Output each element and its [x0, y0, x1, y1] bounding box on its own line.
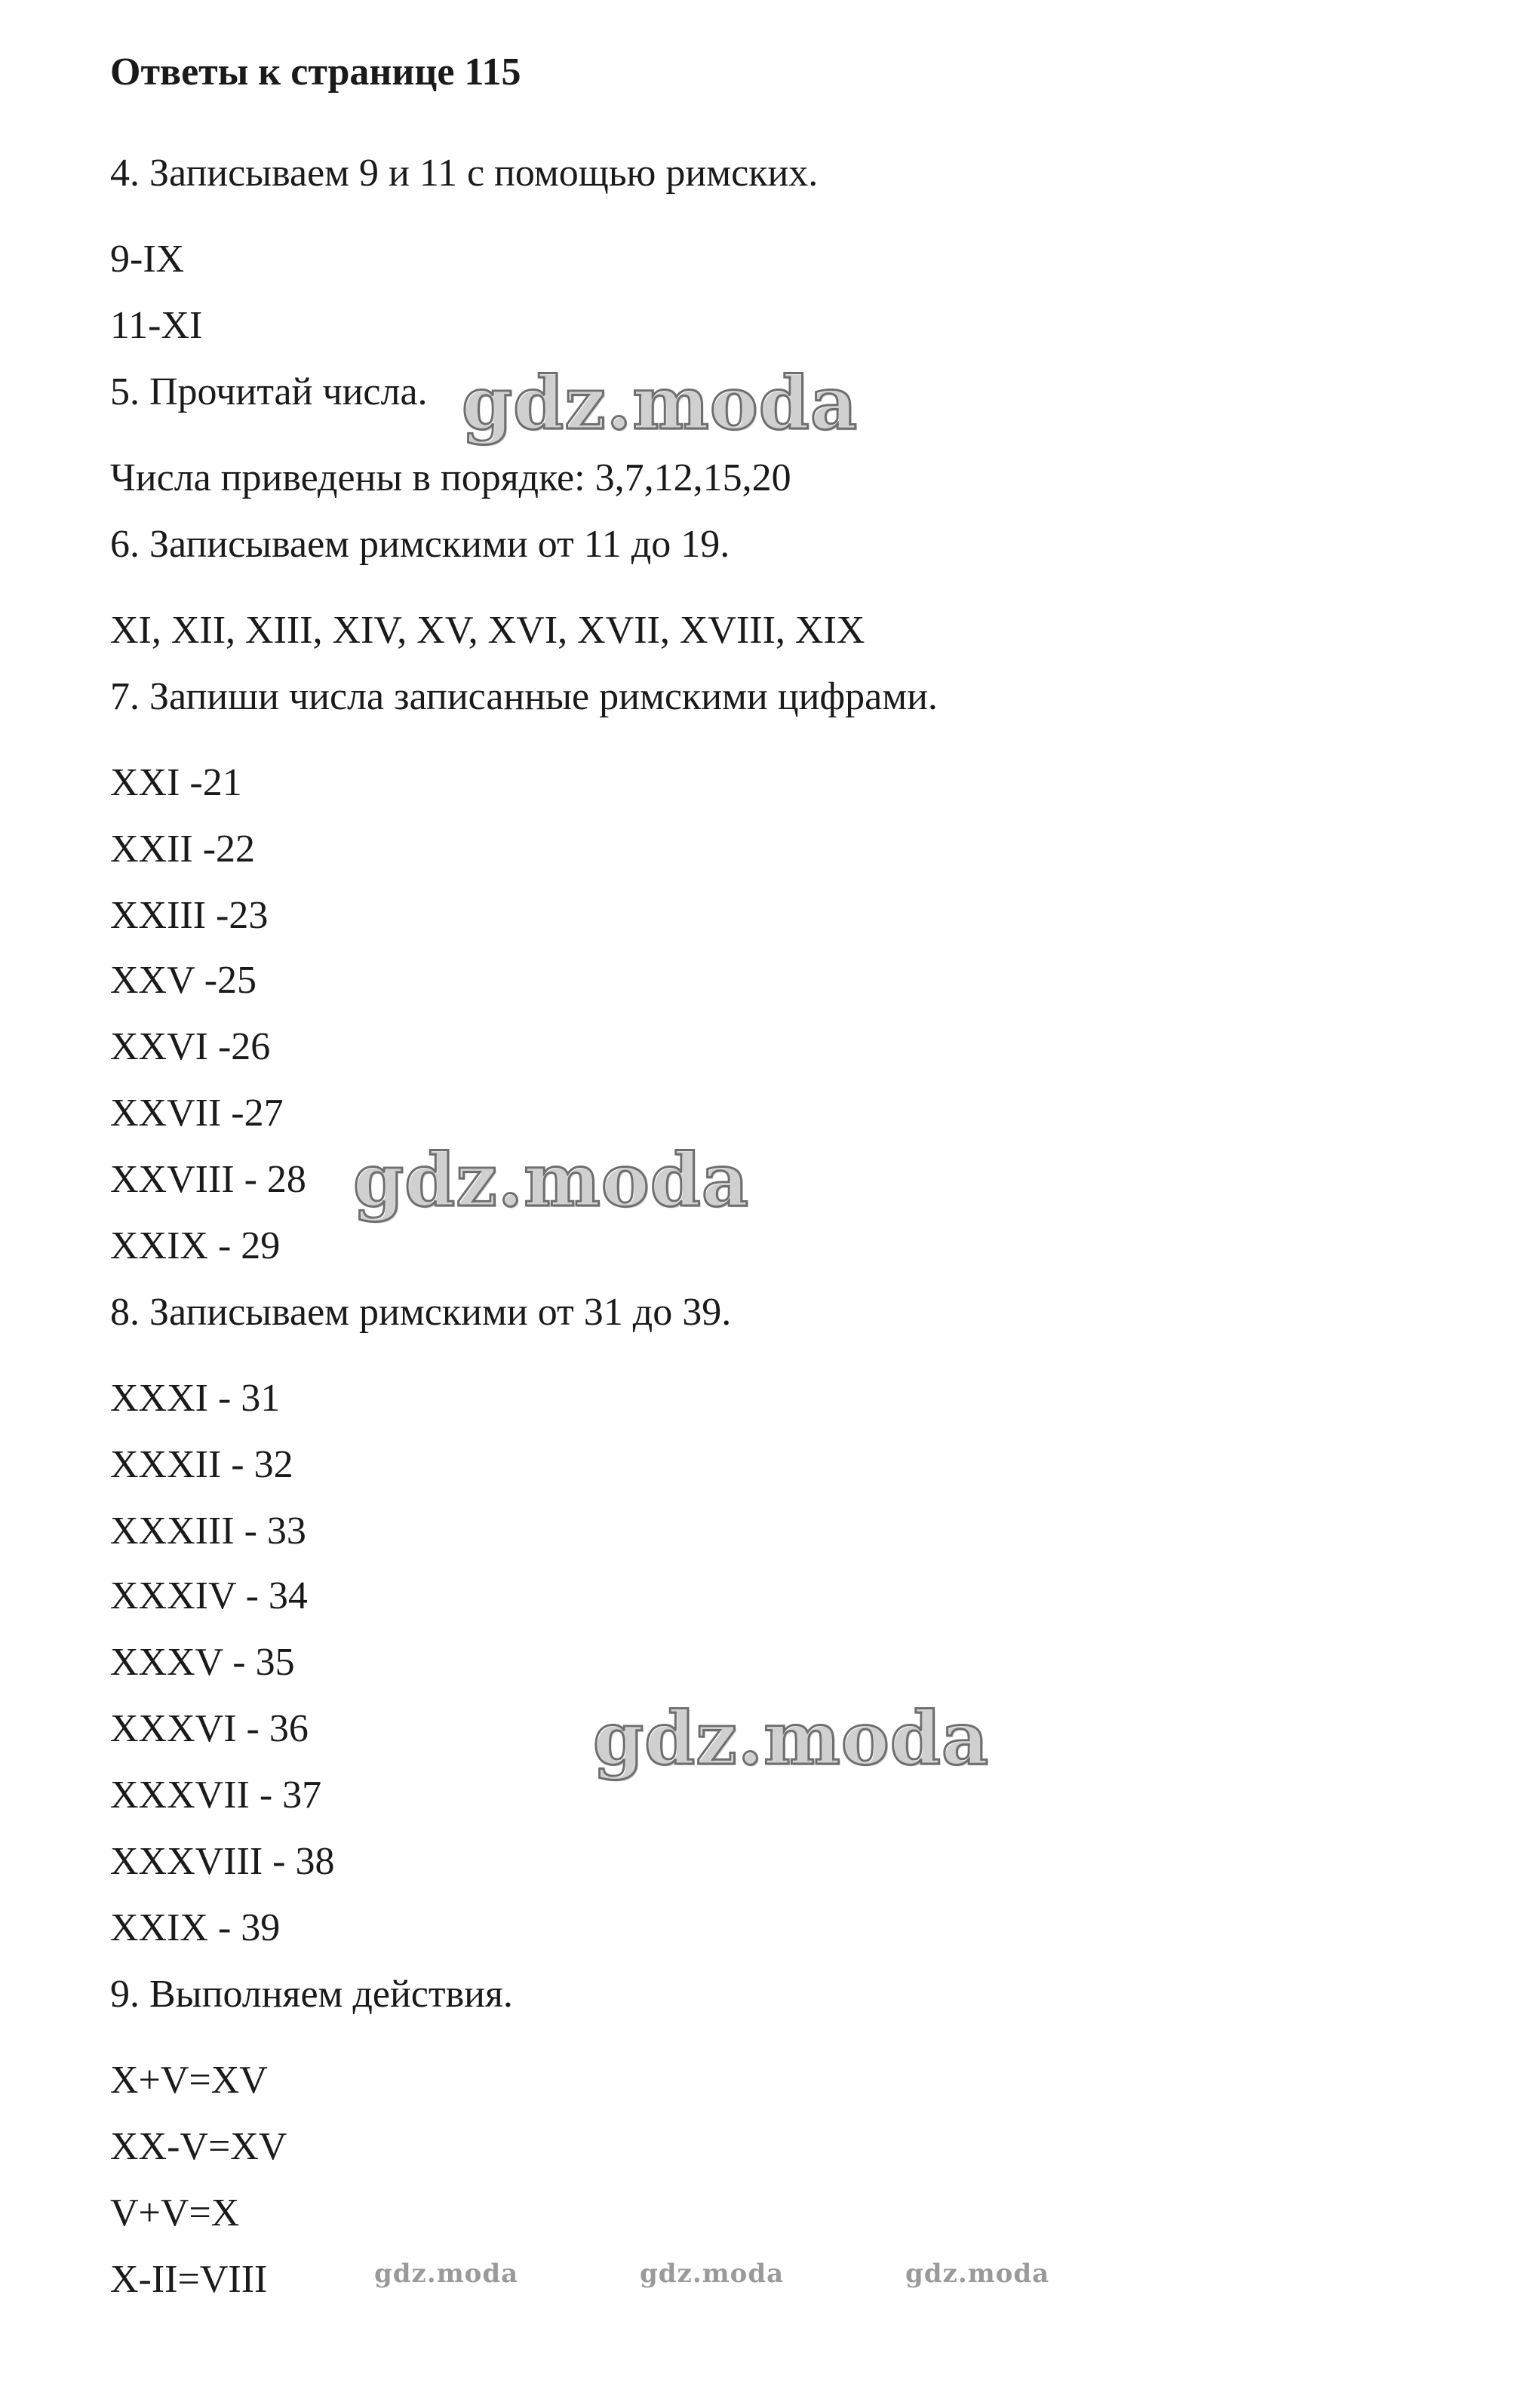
text-line: XXXVI - 36 [110, 1707, 309, 1750]
text-line: XI, XII, XIII, XIV, XV, XVI, XVII, XVIII, XIX [110, 609, 865, 652]
text-line: XXXIV - 34 [110, 1574, 308, 1617]
text-line: XXXIII - 33 [110, 1510, 306, 1553]
text-line: 4. Записываем 9 и 11 с помощью римских. [110, 152, 819, 195]
text-line: XX-V=XV [110, 2125, 287, 2168]
text-line: X+V=XV [110, 2059, 268, 2102]
text-line: XXXV - 35 [110, 1641, 295, 1684]
text-line: 9. Выполняем действия. [110, 1973, 513, 2016]
watermark: gdz.moda [905, 2259, 1050, 2289]
text-line: XXXII - 32 [110, 1443, 293, 1486]
text-line: XXVII -27 [110, 1092, 284, 1135]
watermark: gdz.moda [462, 361, 859, 446]
text-line: V+V=X [110, 2191, 240, 2234]
text-line: XXIX - 39 [110, 1906, 281, 1949]
watermark: gdz.moda [593, 1696, 990, 1781]
text-line: XXV -25 [110, 959, 257, 1002]
text-line: 11-XI [110, 304, 203, 347]
page-title: Ответы к странице 115 [110, 51, 521, 94]
text-line: XXII -22 [110, 828, 256, 871]
text-line: XXXVIII - 38 [110, 1840, 335, 1883]
text-line: 7. Запиши числа записанные римскими цифрами. [110, 675, 938, 718]
watermark: gdz.moda [353, 1138, 750, 1223]
text-line: 8. Записываем римскими от 31 до 39. [110, 1291, 732, 1334]
text-line: XXXVII - 37 [110, 1774, 322, 1817]
text-line: XXIII -23 [110, 894, 269, 937]
watermark: gdz.moda [640, 2259, 785, 2289]
text-line: 5. Прочитай числа. [110, 370, 428, 413]
text-line: Числа приведены в порядке: 3,7,12,15,20 [110, 456, 791, 499]
text-line: X-II=VIII [110, 2258, 268, 2301]
text-line: 6. Записываем римскими от 11 до 19. [110, 523, 730, 566]
text-line: XXVIII - 28 [110, 1158, 306, 1201]
text-line: XXXI - 31 [110, 1377, 281, 1420]
watermark: gdz.moda [374, 2259, 519, 2289]
text-line: XXI -21 [110, 761, 242, 804]
text-line: XXIX - 29 [110, 1224, 281, 1267]
text-line: 9-IX [110, 238, 185, 281]
text-line: XXVI -26 [110, 1025, 271, 1068]
